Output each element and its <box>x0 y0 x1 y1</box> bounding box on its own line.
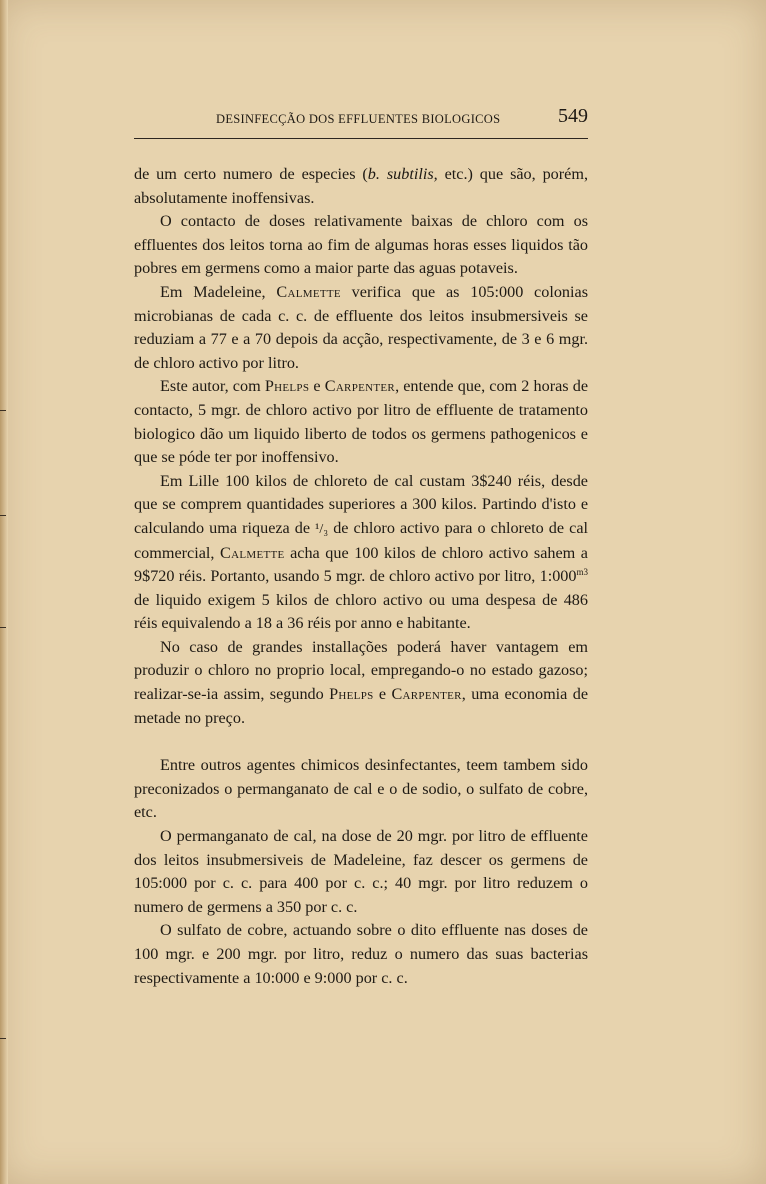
running-title: DESINFECÇÃO DOS EFFLUENTES BIOLOGICOS <box>216 112 501 126</box>
fraction: ¹/₃ <box>315 521 329 537</box>
text-run: etc.) que são, porém, absolutamente inoffensivas. <box>134 165 588 207</box>
paragraph <box>134 281 588 375</box>
text-run: Em Madeleine, <box>160 282 277 301</box>
paragraph: O permanganato de cal, na dose de 20 mgr. por litro de effluente dos leitos insubmersiveis de Madeleine, faz descer os germens de 105:000 por c. c. para 400 por c. c.; 40 mgr. por litro reduzem o numero de germens a 350 por c. c. <box>134 827 588 916</box>
paragraph <box>134 163 588 210</box>
edge-mark <box>0 515 6 516</box>
page-header <box>134 104 588 139</box>
text-run: Este autor, com <box>160 377 265 396</box>
author-name: Carpenter <box>391 685 462 704</box>
text-run: de liquido exigem 5 kilos de chloro activo ou uma despesa de 486 réis equivalendo a 18 a 36 réis por anno e habitante. <box>134 590 588 633</box>
section-gap <box>134 730 588 754</box>
text-run: de chloro activo para o chloreto de cal commercial, <box>134 518 588 562</box>
page-number: 549 <box>558 105 588 127</box>
author-name: Calmette <box>220 543 285 562</box>
text-run: No caso de grandes installações poderá haver vantagem em produzir o chloro no proprio local, empregando-o no estado gazoso; realizar-se-ia assim, segundo <box>134 637 588 704</box>
text-run: , entende que, com 2 horas de contacto, 5 mgr. de chloro activo por litro de effluente de tratamento biologico dão um liquido liberto de todos os germens pathogenicos e que se póde ter por inoffensivo. <box>134 377 589 467</box>
text-run: Em Lille 100 kilos de chloreto de cal custam 3$240 réis, desde que se comprem quantidades superiores a 300 kilos. Partindo d'isto e calculando uma riqueza de <box>134 471 588 537</box>
author-name: Calmette <box>276 282 341 301</box>
paragraph: O contacto de doses relativamente baixas de chloro com os effluentes dos leitos torna ao fim de algumas horas esses liquidos tão pobres em germens como a maior parte das aguas potaveis. <box>134 212 588 278</box>
text-run: e <box>309 377 325 396</box>
paragraph <box>134 470 588 636</box>
author-name: Phelps <box>329 685 374 704</box>
paragraph: O sulfato de cobre, actuando sobre o dito effluente nas doses de 100 mgr. e 200 mgr. por litro, reduz o numero das suas bacterias respectivamente a 10:000 e 9:000 por c. c. <box>134 921 588 987</box>
unit-superscript: m3 <box>576 567 588 578</box>
author-name: Carpenter <box>324 377 396 396</box>
text-run: de um certo numero de especies ( <box>134 165 368 183</box>
text-run: verifica que as 105:000 colonias microbianas de cada c. c. de effluente dos leitos insubmersiveis se reduziam a 77 e a 70 depois da acção, respectivamente, de 3 e 6 mgr. de chloro activo por litro. <box>134 282 588 372</box>
species-name: b. subtilis, <box>367 165 438 183</box>
paragraph: Entre outros agentes chimicos desinfectantes, teem tambem sido preconizados o permanganato de cal e o de sodio, o sulfato de cobre, etc. <box>134 756 588 822</box>
page-edge <box>0 0 8 1184</box>
edge-mark <box>0 627 6 628</box>
text-run: acha que 100 kilos de chloro activo sahem a 9$720 réis. Portanto, usando 5 mgr. de chloro activo por litro, 1:000 <box>134 543 588 586</box>
text-run: , uma economia de metade no preço. <box>134 685 589 727</box>
body-text <box>134 163 588 990</box>
text-run: e <box>373 685 392 704</box>
edge-mark <box>0 410 6 411</box>
edge-mark <box>0 1038 6 1039</box>
author-name: Phelps <box>264 377 310 396</box>
paragraph <box>134 636 588 730</box>
paragraph <box>134 375 588 469</box>
